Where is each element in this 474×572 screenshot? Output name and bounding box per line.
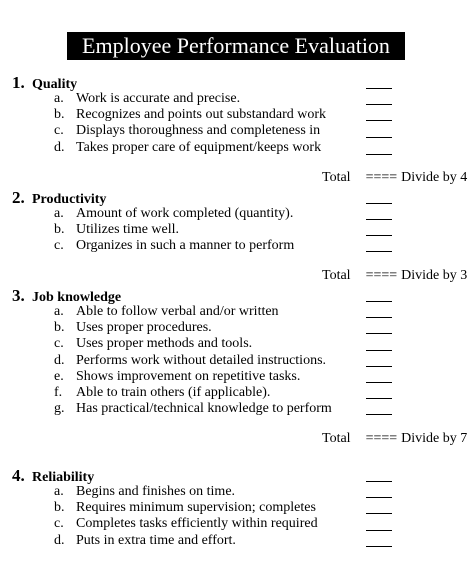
score-blank[interactable]: [366, 366, 392, 367]
item-letter: a.: [54, 484, 64, 499]
list-item: [54, 123, 320, 139]
item-letter: d.: [54, 353, 65, 368]
section-title: Productivity: [32, 192, 107, 207]
item-text: Work is accurate and precise.: [76, 91, 241, 106]
score-blank[interactable]: [366, 398, 392, 399]
item-letter: c.: [54, 516, 64, 531]
item-letter: a.: [54, 91, 64, 106]
list-item: [54, 336, 252, 352]
item-text: Requires minimum supervision; completes: [76, 500, 316, 515]
list-item: [54, 107, 326, 123]
section-title: Reliability: [32, 470, 95, 485]
list-item: [54, 222, 179, 238]
item-text: Performs work without detailed instructions.: [76, 353, 327, 368]
item-text: Recognizes and points out substandard work: [76, 107, 327, 122]
total-line: [322, 268, 467, 284]
page-title: Employee Performance Evaluation: [67, 32, 405, 60]
list-item: [54, 516, 318, 532]
score-blank[interactable]: [366, 530, 392, 531]
total-line: [322, 170, 467, 186]
score-blank[interactable]: [366, 382, 392, 383]
item-text: Organizes in such a manner to perform: [76, 238, 295, 253]
score-blank[interactable]: [366, 88, 392, 89]
total-label: Total: [322, 268, 351, 283]
equals-mark: ====: [365, 170, 398, 185]
list-item: [54, 484, 235, 500]
list-item: [54, 401, 332, 417]
item-text: Uses proper procedures.: [76, 320, 212, 335]
item-text: Takes proper care of equipment/keeps work: [76, 140, 322, 155]
list-item: [54, 238, 294, 254]
list-item: [54, 91, 240, 107]
item-letter: b.: [54, 500, 65, 515]
item-letter: d.: [54, 140, 65, 155]
score-blank[interactable]: [366, 154, 392, 155]
item-text: Puts in extra time and effort.: [76, 533, 236, 548]
list-item: [54, 385, 270, 401]
item-letter: a.: [54, 206, 64, 221]
item-letter: g.: [54, 401, 65, 416]
score-blank[interactable]: [366, 219, 392, 220]
item-text: Able to train others (if applicable).: [76, 385, 271, 400]
item-letter: f.: [54, 385, 63, 400]
divide-text: Divide by 7: [401, 431, 468, 446]
score-blank[interactable]: [366, 513, 392, 514]
list-item: [54, 304, 279, 320]
score-blank[interactable]: [366, 317, 392, 318]
section-number: 2.: [12, 188, 25, 207]
section-quality-heading: [12, 73, 77, 91]
section-number: 1.: [12, 73, 25, 92]
item-letter: c.: [54, 123, 64, 138]
item-text: Begins and finishes on time.: [76, 484, 236, 499]
item-letter: b.: [54, 222, 65, 237]
item-letter: b.: [54, 320, 65, 335]
item-letter: b.: [54, 107, 65, 122]
total-label: Total: [322, 170, 351, 185]
list-item: [54, 500, 316, 516]
total-line: [322, 431, 467, 447]
item-letter: c.: [54, 238, 64, 253]
equals-mark: ====: [365, 431, 398, 446]
total-label: Total: [322, 431, 351, 446]
score-blank[interactable]: [366, 333, 392, 334]
item-letter: c.: [54, 336, 64, 351]
score-blank[interactable]: [366, 497, 392, 498]
score-blank[interactable]: [366, 481, 392, 482]
item-text: Completes tasks efficiently within required: [76, 516, 318, 531]
score-blank[interactable]: [366, 546, 392, 547]
score-blank[interactable]: [366, 203, 392, 204]
score-blank[interactable]: [366, 235, 392, 236]
score-blank[interactable]: [366, 251, 392, 252]
score-blank[interactable]: [366, 414, 392, 415]
score-blank[interactable]: [366, 301, 392, 302]
divide-text: Divide by 3: [401, 268, 468, 283]
divide-text: Divide by 4: [401, 170, 468, 185]
section-job-knowledge-heading: [12, 286, 121, 304]
list-item: [54, 320, 212, 336]
section-reliability-heading: [12, 466, 94, 484]
item-text: Has practical/technical knowledge to perform: [76, 401, 332, 416]
equals-mark: ====: [365, 268, 398, 283]
item-text: Utilizes time well.: [76, 222, 180, 237]
list-item: [54, 369, 300, 385]
score-blank[interactable]: [366, 137, 392, 138]
section-number: 3.: [12, 286, 25, 305]
item-text: Shows improvement on repetitive tasks.: [76, 369, 301, 384]
section-title: Job knowledge: [32, 290, 122, 305]
item-text: Displays thoroughness and completeness in: [76, 123, 321, 138]
list-item: [54, 140, 321, 156]
item-text: Able to follow verbal and/or written: [76, 304, 279, 319]
score-blank[interactable]: [366, 104, 392, 105]
list-item: [54, 353, 326, 369]
item-letter: e.: [54, 369, 64, 384]
item-letter: d.: [54, 533, 65, 548]
list-item: [54, 533, 236, 549]
item-text: Amount of work completed (quantity).: [76, 206, 294, 221]
item-text: Uses proper methods and tools.: [76, 336, 253, 351]
score-blank[interactable]: [366, 350, 392, 351]
item-letter: a.: [54, 304, 64, 319]
section-title: Quality: [32, 77, 78, 92]
section-number: 4.: [12, 466, 25, 485]
section-productivity-heading: [12, 188, 106, 206]
list-item: [54, 206, 293, 222]
score-blank[interactable]: [366, 120, 392, 121]
